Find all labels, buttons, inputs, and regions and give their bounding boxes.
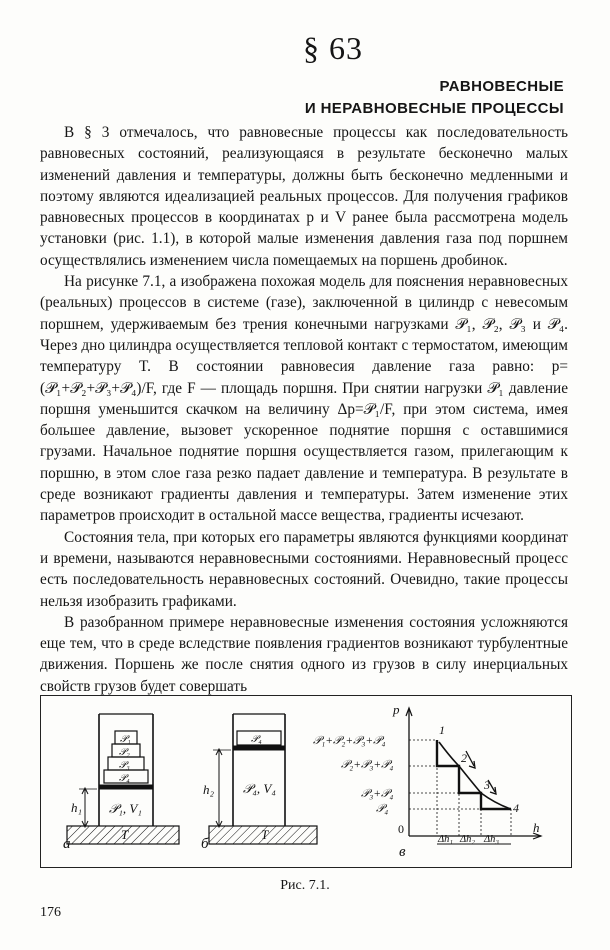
paragraph-2: На рисунке 7.1, а изображена похожая модель для пояснения неравновесных (реальных) процессов в системе (газе), заключенной в цилиндр с невесомым поршнем, удерживаемым без трения конечными нагрузками 𝒫₁, 𝒫₂, 𝒫₃ и 𝒫₄. Через дно цилиндра осуществляется тепловой контакт с термостатом, имеющим температуру T. В состоянии равновесия давление газа равно: p=(𝒫₁+𝒫₂+𝒫₃+𝒫₄)/F, где F — площадь поршня. При снятии нагрузки 𝒫₁ давление поршня уменьшится скачком на величину Δp=𝒫₁/F, при этом система, имея большее давление, вызовет ускоренное поднятие поршня с оставшимися грузами. Начальное поднятие поршня осуществляется газом, прилегающим к поршню, в этом слое газа резко падает давление и температура. В результате в среде возникают градиенты давления и температуры. Затем изменение этих параметров происходит в остальной массе вещества, градиенты исчезают. bbox=[40, 273, 568, 525]
y-axis-label: p bbox=[393, 702, 400, 717]
equilibrium-curve bbox=[439, 742, 511, 809]
interval-dh2-label: Δh₂ bbox=[460, 834, 476, 845]
panel-b bbox=[201, 714, 317, 852]
height-h2-label: h₂ bbox=[203, 782, 215, 797]
weight-p3-a-label: 𝒫₃ bbox=[119, 760, 130, 771]
process-steps bbox=[437, 740, 511, 809]
gas-a-label: 𝒫₁, V₁ bbox=[109, 801, 142, 816]
origin-label: 0 bbox=[398, 822, 404, 836]
heading-line-2: И НЕРАВНОВЕСНЫЕ ПРОЦЕССЫ bbox=[304, 100, 564, 117]
body-text bbox=[40, 122, 568, 697]
panel-b-label: б bbox=[201, 836, 209, 852]
figure-caption: Рис. 7.1. bbox=[280, 878, 330, 893]
section-number: § 63 bbox=[303, 30, 363, 66]
interval-dh1-label: Δh₁ bbox=[438, 834, 454, 845]
weight-p4-b-label: 𝒫₄ bbox=[251, 734, 262, 745]
paragraph-4: В разобранном примере неравновесные изменения состояния усложняются еще тем, что в среде вследствие появления градиентов возникают турбулентные движения. Поршень же после снятия одного из грузов в силу инерциальных свойств грузов будет совершать bbox=[40, 613, 568, 695]
paragraph-1: В § 3 отмечалось, что равновесные процессы как последовательность равновесных состояний, реализующаяся в результате бесконечно малых изменений давления и температуры, должны быть бесконечно медленными и поэтому являются идеализацией реальных процессов. Для получения графиков равновесных процессов в координатах p и V ранее была рассмотрена модель установки (рис. 1.1), в которой малые изменения давления газа под поршнем осуществлялись изменением числа помещаемых на поршень дробинок. bbox=[40, 124, 568, 269]
point-1-label: 1 bbox=[439, 723, 445, 737]
x-axis-label: h bbox=[533, 820, 540, 835]
piston-b bbox=[233, 746, 285, 750]
panel-a-label: а bbox=[63, 836, 71, 852]
level-label-2: 𝒫₂+𝒫₃+𝒫₄ bbox=[341, 759, 394, 771]
level-label-4: 𝒫₄ bbox=[376, 803, 389, 815]
panel-c-label: в bbox=[399, 844, 406, 860]
point-3-label: 3 bbox=[484, 778, 490, 792]
interval-dh3-label: Δh₃ bbox=[484, 834, 500, 845]
point-4-label: 4 bbox=[513, 801, 519, 815]
weight-p2-a-label: 𝒫₂ bbox=[119, 747, 130, 758]
height-h1-label: h₁ bbox=[71, 800, 83, 815]
thermostat-b-label: T bbox=[261, 827, 269, 842]
point-2-label: 2 bbox=[461, 751, 467, 765]
page-number: 176 bbox=[40, 905, 61, 920]
panel-a bbox=[63, 714, 179, 852]
section-heading bbox=[264, 76, 564, 120]
paragraph-3: Состояния тела, при которых его параметры являются функциями координат и времени, называются неравновесными состояниями. Неравновесный процесс есть последовательность неравновесных состояний. Очевидно, такие процессы нельзя изобразить графиками. bbox=[40, 528, 568, 610]
heading-line-1: РАВНОВЕСНЫЕ bbox=[439, 78, 564, 95]
thermostat-a-label: T bbox=[121, 827, 129, 842]
level-label-3: 𝒫₃+𝒫₄ bbox=[361, 788, 394, 800]
weight-p4-a-label: 𝒫₄ bbox=[119, 773, 130, 784]
piston-a bbox=[99, 785, 153, 789]
figure-7-1 bbox=[40, 695, 572, 868]
panel-c-graph bbox=[313, 702, 541, 860]
level-label-1: 𝒫₁+𝒫₂+𝒫₃+𝒫₄ bbox=[313, 735, 386, 747]
weight-p1-a-label: 𝒫₁ bbox=[120, 734, 131, 745]
gas-b-label: 𝒫₄, V₄ bbox=[243, 781, 276, 796]
